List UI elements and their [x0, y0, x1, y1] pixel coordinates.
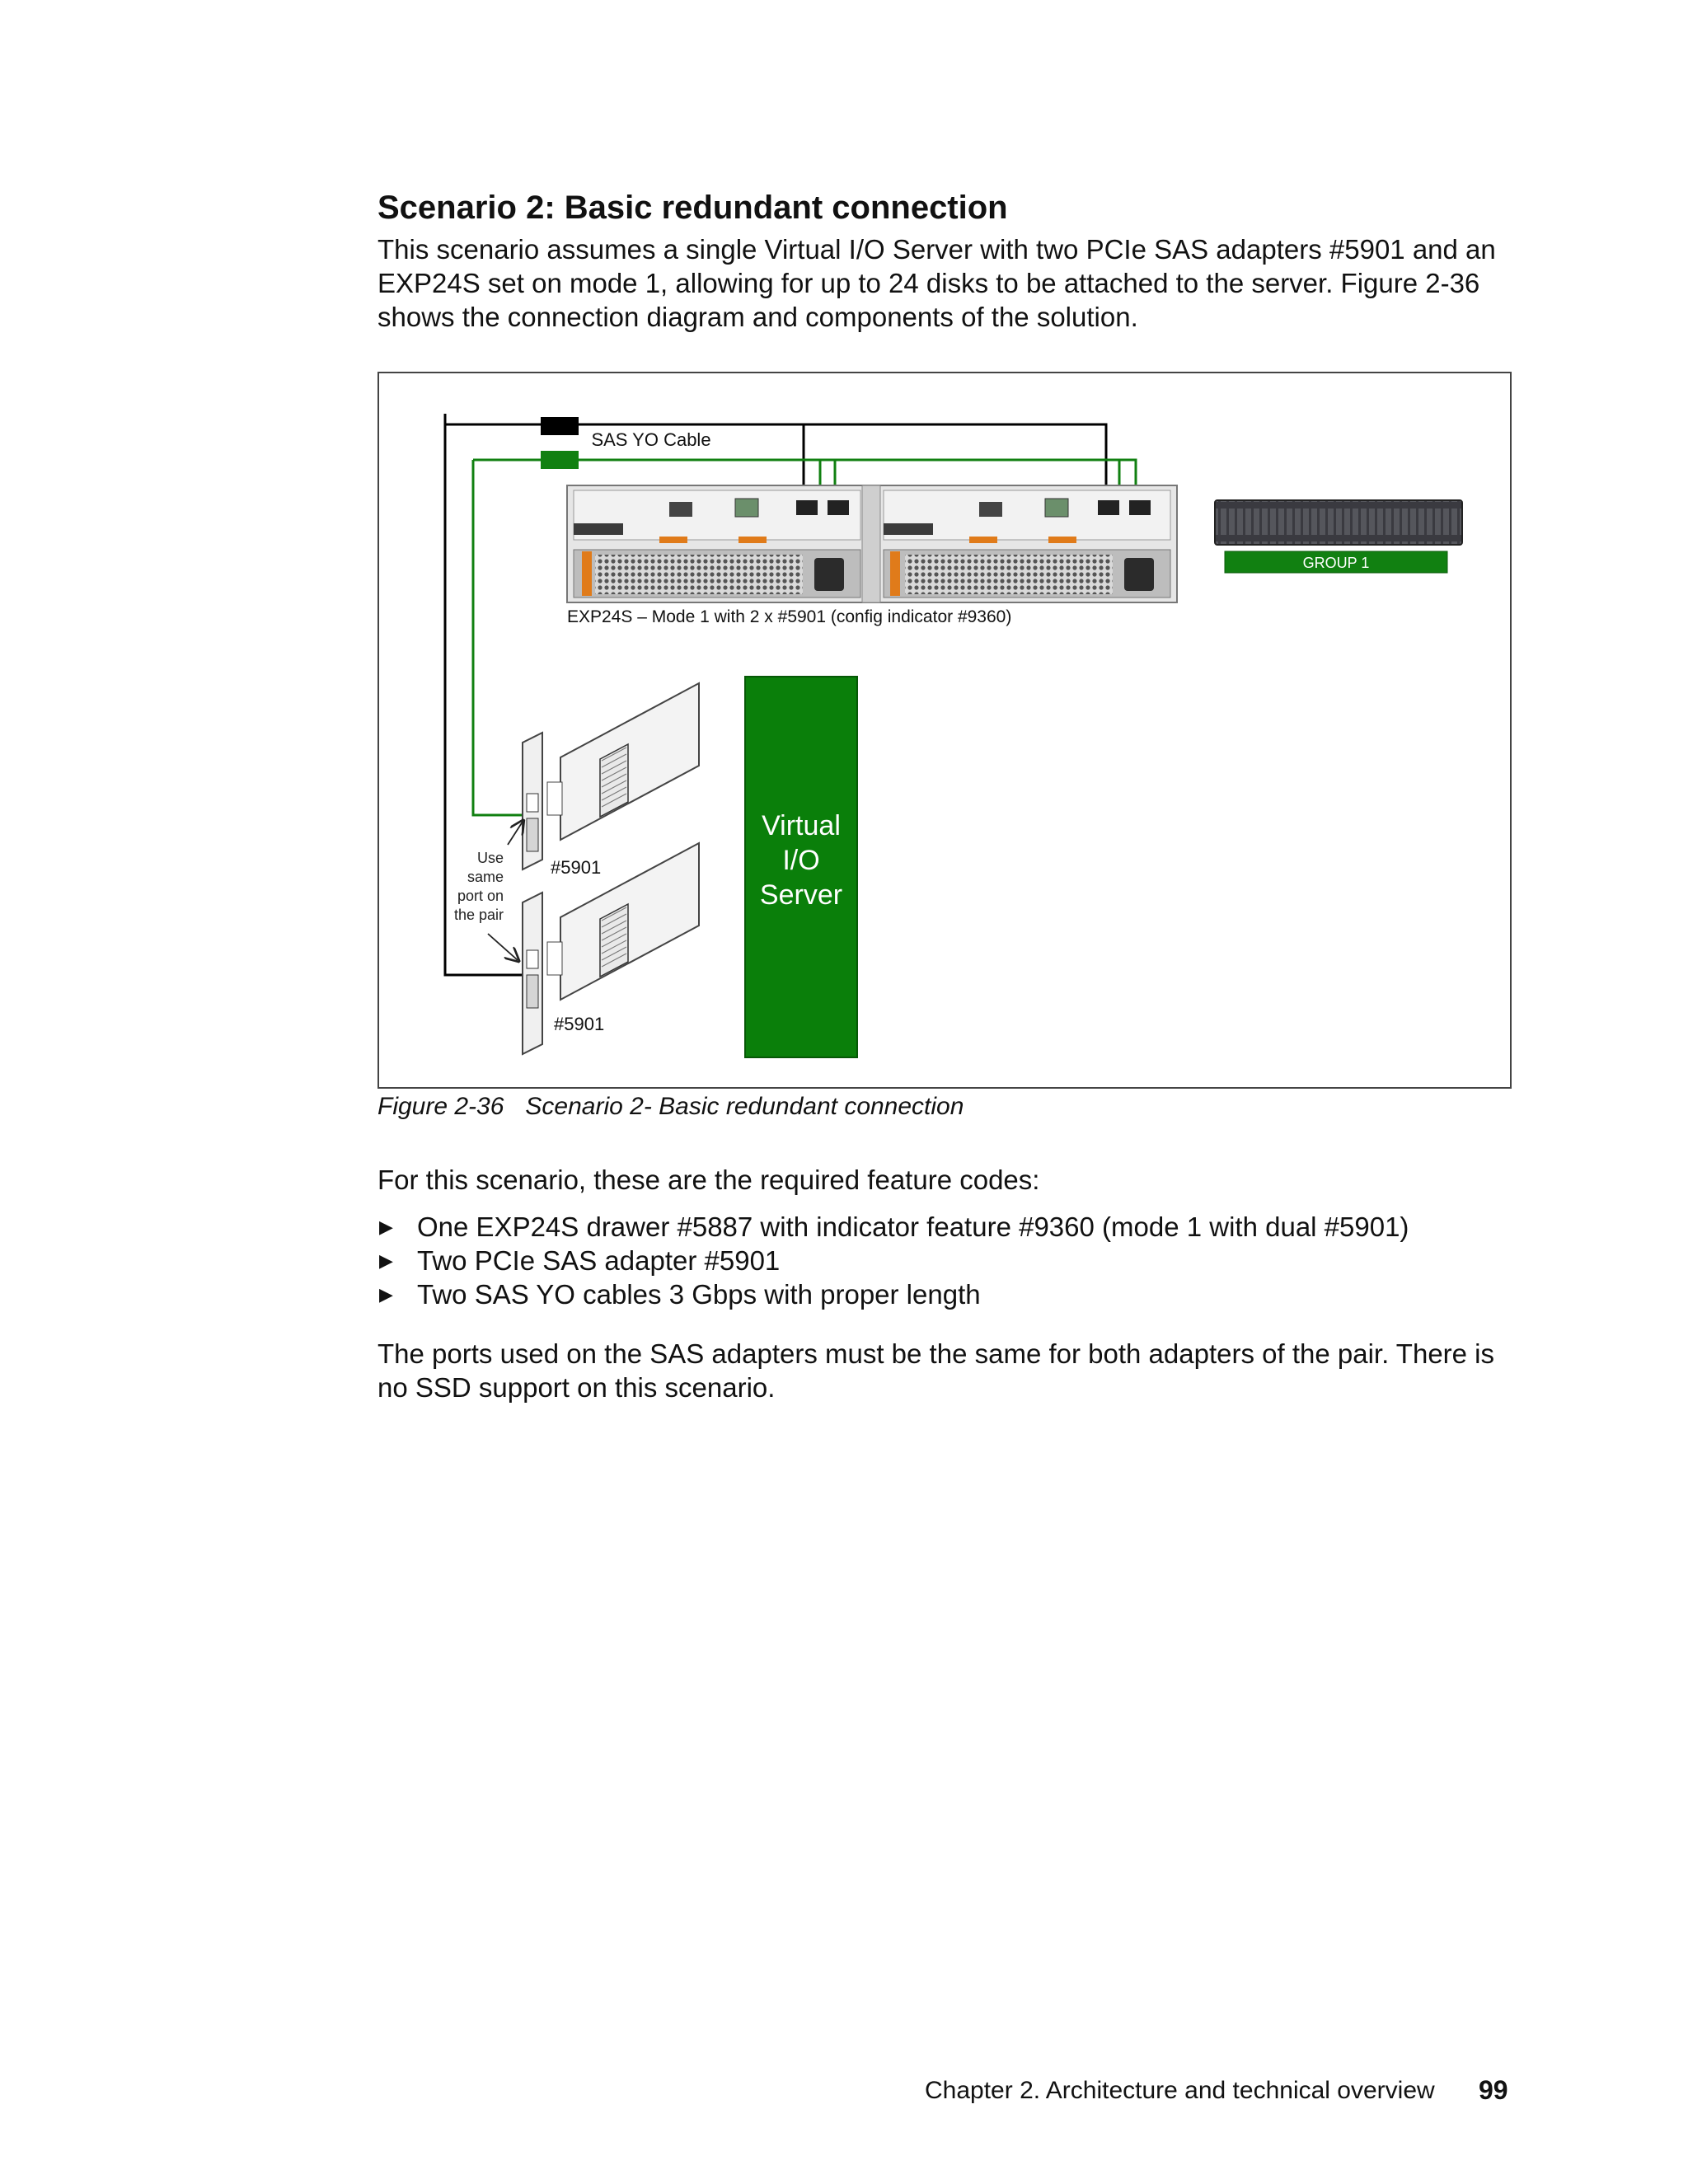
feature-code-list — [377, 1210, 1409, 1311]
group-label: GROUP 1 — [1302, 555, 1370, 571]
adapter-bottom-label: #5901 — [554, 1014, 605, 1034]
sas-adapter-top — [523, 683, 699, 869]
chapter-title: Chapter 2. Architecture and technical overview — [925, 2077, 1435, 2104]
exp24s-drawer — [567, 485, 1177, 602]
svg-text:the pair: the pair — [453, 907, 504, 923]
page-footer — [925, 2075, 1508, 2105]
drawer-label: EXP24S – Mode 1 with 2 x #5901 (config indicator #9360) — [567, 607, 1012, 626]
connection-diagram — [377, 372, 1512, 1089]
requirements-intro: For this scenario, these are the required feature codes: — [377, 1165, 1040, 1195]
svg-text:Virtual: Virtual — [762, 810, 841, 841]
ports-note: The ports used on the SAS adapters must be the same for both adapters of the pair. There is no SSD support on this scenario. — [377, 1338, 1495, 1403]
section-heading: Scenario 2: Basic redundant connection — [377, 190, 1008, 226]
intro-paragraph: This scenario assumes a single Virtual I/O Server with two PCIe SAS adapters #5901 and an EXP24S set on mode 1, allowing for up to 24 disks to be attached to the server. Figure 2-36 shows the connection diagram and components of the solution. — [377, 234, 1496, 332]
adapter-top-label: #5901 — [551, 857, 602, 878]
sas-adapter-bottom — [523, 843, 699, 1054]
port-annotation — [454, 822, 523, 960]
svg-text:Use: Use — [476, 850, 504, 866]
bullet-arrow-icon: ▶ — [379, 1284, 393, 1305]
svg-text:port on: port on — [457, 888, 504, 904]
list-item: ▶ Two PCIe SAS adapter #5901 — [379, 1245, 781, 1276]
bullet-arrow-icon: ▶ — [379, 1216, 393, 1237]
figure-number: Figure 2-36 — [377, 1093, 504, 1120]
bullet-arrow-icon: ▶ — [379, 1250, 393, 1271]
virtual-io-server — [745, 677, 857, 1057]
figure-title: Scenario 2- Basic redundant connection — [525, 1093, 964, 1120]
cable-label: SAS YO Cable — [591, 429, 711, 450]
svg-text:same: same — [467, 869, 504, 885]
figure-caption — [377, 1093, 964, 1121]
list-item: ▶ Two SAS YO cables 3 Gbps with proper length — [379, 1279, 981, 1310]
list-item: ▶ One EXP24S drawer #5887 with indicator feature #9360 (mode 1 with dual #5901) — [379, 1212, 1409, 1242]
svg-text:I/O: I/O — [782, 845, 820, 876]
page-number: 99 — [1479, 2075, 1508, 2105]
svg-text:Server: Server — [759, 879, 843, 911]
